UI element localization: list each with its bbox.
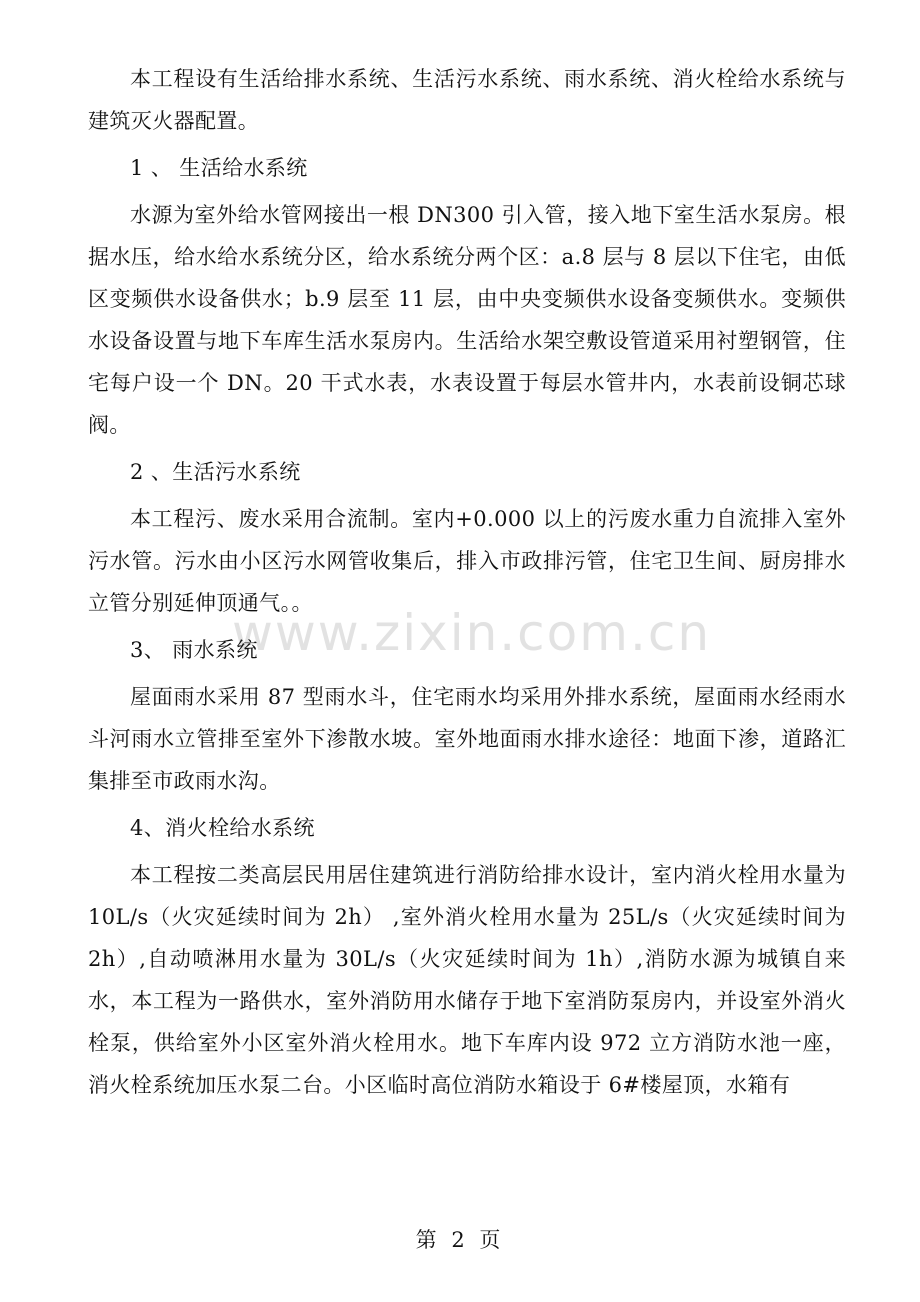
section-heading-4: 4、消火栓给水系统 [130, 816, 315, 840]
page-number: 第 2 页 [415, 1228, 505, 1252]
watermark: www.zixin.com.cn [232, 604, 712, 662]
document-body [88, 58, 846, 1106]
section-heading-2: 2 、生活污水系统 [130, 460, 301, 484]
section-body-2: 本工程污、废水采用合流制。室内+0.000 以上的污废水重力自流排入室外污水管。污水由小区污水网管收集后，排入市政排污管，住宅卫生间、厨房排水立管分别延伸顶通气。。 [88, 507, 846, 615]
section-body-1: 水源为室外给水管网接出一根 DN300 引入管，接入地下室生活水泵房。根据水压，给水给水系统分区，给水系统分两个区：a.8 层与 8 层以下住宅，由低区变频供水设备供水；b.9 层至 11 层，由中央变频供水设备变频供水。变频供水设备设置与地下车库生活水泵房内。生活给水架空敷设管道采用衬塑钢管，住宅每户设一个 DN。20 干式水表，水表设置于每层水管井内，水表前设铜芯球阀。 [88, 203, 846, 437]
intro-paragraph: 本工程设有生活给排水系统、生活污水系统、雨水系统、消火栓给水系统与建筑灭火器配置。 [88, 67, 846, 133]
section-body-3: 屋面雨水采用 87 型雨水斗，住宅雨水均采用外排水系统，屋面雨水经雨水斗河雨水立管排至室外下渗散水坡。室外地面雨水排水途径：地面下渗，道路汇集排至市政雨水沟。 [88, 685, 846, 793]
section-heading-1: 1 、 生活给水系统 [130, 156, 308, 180]
section-heading-3: 3、 雨水系统 [130, 638, 258, 662]
section-body-4: 本工程按二类高层民用居住建筑进行消防给排水设计，室内消火栓用水量为 10L/s（火灾延续时间为 2h） ,室外消火栓用水量为 25L/s（火灾延续时间为 2h）,自动喷淋用水量为 30L/s（火灾延续时间为 1h）,消防水源为城镇自来水，本工程为一路供水，室外消防用水储存于地下室消防泵房内，并设室外消火栓泵，供给室外小区室外消火栓用水。地下车库内设 972 立方消防水池一座，消火栓系统加压水泵二台。小区临时高位消防水箱设于 6#楼屋顶，水箱有 [88, 863, 846, 1097]
